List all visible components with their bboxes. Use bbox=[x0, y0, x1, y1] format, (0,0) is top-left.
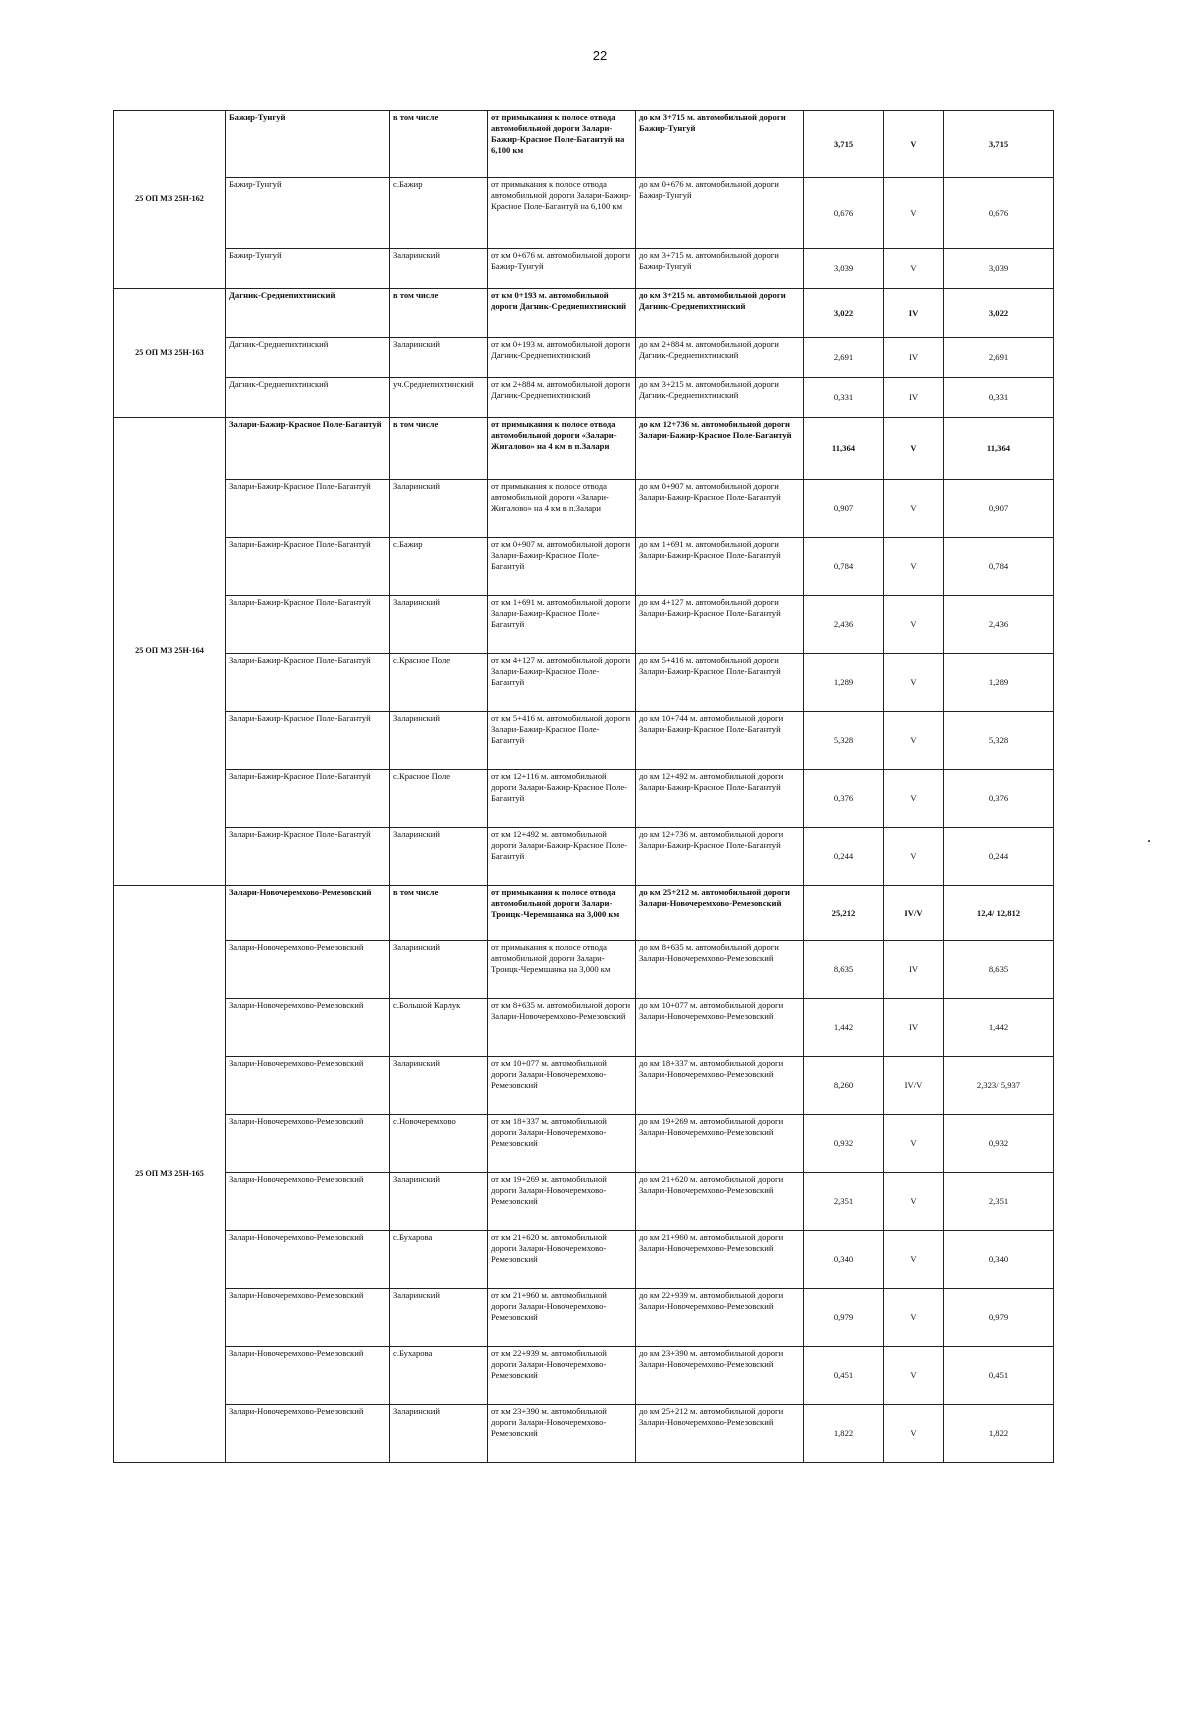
length-cell: 1,289 bbox=[804, 654, 884, 712]
to-point-cell: до км 25+212 м. автомобильной дороги Залари-Новочеремхово-Ремезовский bbox=[636, 886, 804, 941]
length-cell: 0,451 bbox=[804, 1347, 884, 1405]
surface-length-cell: 2,323/ 5,937 bbox=[944, 1057, 1054, 1115]
surface-length-cell: 0,244 bbox=[944, 828, 1054, 886]
road-segment-row bbox=[114, 1173, 1054, 1231]
category-cell: V bbox=[884, 828, 944, 886]
road-segment-row bbox=[114, 1289, 1054, 1347]
length-cell: 0,244 bbox=[804, 828, 884, 886]
area-cell: Заларинский bbox=[390, 1405, 488, 1463]
length-cell: 0,331 bbox=[804, 378, 884, 418]
road-segment-row bbox=[114, 654, 1054, 712]
to-point-cell: до км 10+077 м. автомобильной дороги Залари-Новочеремхово-Ремезовский bbox=[636, 999, 804, 1057]
length-cell: 0,979 bbox=[804, 1289, 884, 1347]
road-name-cell: Залари-Новочеремхово-Ремезовский bbox=[226, 1289, 390, 1347]
area-cell: в том числе bbox=[390, 886, 488, 941]
area-cell: Заларинский bbox=[390, 249, 488, 289]
length-cell: 0,784 bbox=[804, 538, 884, 596]
surface-length-cell: 5,328 bbox=[944, 712, 1054, 770]
length-cell: 5,328 bbox=[804, 712, 884, 770]
surface-length-cell: 0,932 bbox=[944, 1115, 1054, 1173]
road-name-cell: Залари-Новочеремхово-Ремезовский bbox=[226, 999, 390, 1057]
surface-length-cell: 0,340 bbox=[944, 1231, 1054, 1289]
road-name-cell: Залари-Бажир-Красное Поле-Багантуй bbox=[226, 828, 390, 886]
surface-length-cell: 1,822 bbox=[944, 1405, 1054, 1463]
road-id-cell: 25 ОП МЗ 25Н-162 bbox=[114, 111, 226, 289]
road-segment-row bbox=[114, 538, 1054, 596]
road-name-cell: Дагник-Среднепихтинский bbox=[226, 378, 390, 418]
road-segment-row bbox=[114, 999, 1054, 1057]
road-total-row bbox=[114, 289, 1054, 338]
category-cell: V bbox=[884, 770, 944, 828]
road-segment-row bbox=[114, 338, 1054, 378]
page-number: 22 bbox=[592, 48, 608, 63]
from-point-cell: от км 1+691 м. автомобильной дороги Залари-Бажир-Красное Поле-Багантуй bbox=[488, 596, 636, 654]
to-point-cell: до км 0+907 м. автомобильной дороги Залари-Бажир-Красное Поле-Багантуй bbox=[636, 480, 804, 538]
category-cell: V bbox=[884, 654, 944, 712]
road-segment-row bbox=[114, 1231, 1054, 1289]
road-segment-row bbox=[114, 770, 1054, 828]
length-cell: 25,212 bbox=[804, 886, 884, 941]
from-point-cell: от км 23+390 м. автомобильной дороги Залари-Новочеремхово-Ремезовский bbox=[488, 1405, 636, 1463]
area-cell: Заларинский bbox=[390, 596, 488, 654]
road-segment-row bbox=[114, 1405, 1054, 1463]
to-point-cell: до км 4+127 м. автомобильной дороги Залари-Бажир-Красное Поле-Багантуй bbox=[636, 596, 804, 654]
category-cell: IV bbox=[884, 378, 944, 418]
to-point-cell: до км 12+492 м. автомобильной дороги Залари-Бажир-Красное Поле-Багантуй bbox=[636, 770, 804, 828]
category-cell: V bbox=[884, 1173, 944, 1231]
category-cell: IV bbox=[884, 999, 944, 1057]
length-cell: 0,676 bbox=[804, 178, 884, 249]
to-point-cell: до км 5+416 м. автомобильной дороги Залари-Бажир-Красное Поле-Багантуй bbox=[636, 654, 804, 712]
category-cell: IV/V bbox=[884, 1057, 944, 1115]
area-cell: с.Новочеремхово bbox=[390, 1115, 488, 1173]
category-cell: V bbox=[884, 178, 944, 249]
road-name-cell: Залари-Бажир-Красное Поле-Багантуй bbox=[226, 480, 390, 538]
road-name-cell: Бажир-Тунгуй bbox=[226, 178, 390, 249]
to-point-cell: до км 1+691 м. автомобильной дороги Залари-Бажир-Красное Поле-Багантуй bbox=[636, 538, 804, 596]
surface-length-cell: 3,039 bbox=[944, 249, 1054, 289]
from-point-cell: от км 19+269 м. автомобильной дороги Залари-Новочеремхово-Ремезовский bbox=[488, 1173, 636, 1231]
surface-length-cell: 0,979 bbox=[944, 1289, 1054, 1347]
road-id-cell: 25 ОП МЗ 25Н-163 bbox=[114, 289, 226, 418]
length-cell: 3,715 bbox=[804, 111, 884, 178]
road-name-cell: Дагник-Среднепихтинский bbox=[226, 289, 390, 338]
roads-table bbox=[113, 110, 1054, 1463]
road-name-cell: Залари-Новочеремхово-Ремезовский bbox=[226, 1231, 390, 1289]
roads-table-body bbox=[114, 111, 1054, 1463]
road-total-row bbox=[114, 418, 1054, 480]
length-cell: 2,436 bbox=[804, 596, 884, 654]
area-cell: с.Большой Карлук bbox=[390, 999, 488, 1057]
surface-length-cell: 0,784 bbox=[944, 538, 1054, 596]
road-segment-row bbox=[114, 596, 1054, 654]
area-cell: с.Красное Поле bbox=[390, 770, 488, 828]
length-cell: 2,691 bbox=[804, 338, 884, 378]
to-point-cell: до км 10+744 м. автомобильной дороги Залари-Бажир-Красное Поле-Багантуй bbox=[636, 712, 804, 770]
category-cell: V bbox=[884, 480, 944, 538]
to-point-cell: до км 12+736 м. автомобильной дороги Залари-Бажир-Красное Поле-Багантуй bbox=[636, 828, 804, 886]
category-cell: IV bbox=[884, 941, 944, 999]
road-segment-row bbox=[114, 1057, 1054, 1115]
from-point-cell: от км 0+193 м. автомобильной дороги Дагник-Среднепихтинский bbox=[488, 289, 636, 338]
area-cell: Заларинский bbox=[390, 1289, 488, 1347]
surface-length-cell: 11,364 bbox=[944, 418, 1054, 480]
road-id-cell: 25 ОП МЗ 25Н-165 bbox=[114, 886, 226, 1463]
category-cell: IV/V bbox=[884, 886, 944, 941]
category-cell: V bbox=[884, 1289, 944, 1347]
road-total-row bbox=[114, 111, 1054, 178]
area-cell: в том числе bbox=[390, 289, 488, 338]
to-point-cell: до км 3+215 м. автомобильной дороги Дагник-Среднепихтинский bbox=[636, 378, 804, 418]
to-point-cell: до км 12+736 м. автомобильной дороги Залари-Бажир-Красное Поле-Багантуй bbox=[636, 418, 804, 480]
road-total-row bbox=[114, 886, 1054, 941]
to-point-cell: до км 18+337 м. автомобильной дороги Залари-Новочеремхово-Ремезовский bbox=[636, 1057, 804, 1115]
road-name-cell: Дагник-Среднепихтинский bbox=[226, 338, 390, 378]
category-cell: V bbox=[884, 1115, 944, 1173]
from-point-cell: от примыкания к полосе отвода автомобильной дороги Залари-Троицк-Черемшанка на 3,000 км bbox=[488, 886, 636, 941]
road-name-cell: Бажир-Тунгуй bbox=[226, 111, 390, 178]
category-cell: V bbox=[884, 418, 944, 480]
length-cell: 8,260 bbox=[804, 1057, 884, 1115]
surface-length-cell: 2,691 bbox=[944, 338, 1054, 378]
from-point-cell: от км 0+193 м. автомобильной дороги Дагник-Среднепихтинский bbox=[488, 338, 636, 378]
road-segment-row bbox=[114, 378, 1054, 418]
surface-length-cell: 0,451 bbox=[944, 1347, 1054, 1405]
road-name-cell: Залари-Новочеремхово-Ремезовский bbox=[226, 1115, 390, 1173]
length-cell: 1,822 bbox=[804, 1405, 884, 1463]
length-cell: 0,907 bbox=[804, 480, 884, 538]
road-segment-row bbox=[114, 828, 1054, 886]
surface-length-cell: 0,676 bbox=[944, 178, 1054, 249]
category-cell: IV bbox=[884, 338, 944, 378]
from-point-cell: от км 12+492 м. автомобильной дороги Залари-Бажир-Красное Поле-Багантуй bbox=[488, 828, 636, 886]
to-point-cell: до км 21+960 м. автомобильной дороги Залари-Новочеремхово-Ремезовский bbox=[636, 1231, 804, 1289]
area-cell: уч.Среднепихтинский bbox=[390, 378, 488, 418]
to-point-cell: до км 3+715 м. автомобильной дороги Бажир-Тунгуй bbox=[636, 249, 804, 289]
from-point-cell: от примыкания к полосе отвода автомобильной дороги Залари-Троицк-Черемшанка на 3,000 км bbox=[488, 941, 636, 999]
surface-length-cell: 12,4/ 12,812 bbox=[944, 886, 1054, 941]
to-point-cell: до км 23+390 м. автомобильной дороги Залари-Новочеремхово-Ремезовский bbox=[636, 1347, 804, 1405]
area-cell: Заларинский bbox=[390, 941, 488, 999]
road-segment-row bbox=[114, 712, 1054, 770]
length-cell: 2,351 bbox=[804, 1173, 884, 1231]
area-cell: Заларинский bbox=[390, 828, 488, 886]
to-point-cell: до км 8+635 м. автомобильной дороги Залари-Новочеремхово-Ремезовский bbox=[636, 941, 804, 999]
area-cell: Заларинский bbox=[390, 1057, 488, 1115]
category-cell: V bbox=[884, 538, 944, 596]
road-segment-row bbox=[114, 178, 1054, 249]
from-point-cell: от км 12+116 м. автомобильной дороги Залари-Бажир-Красное Поле-Багантуй bbox=[488, 770, 636, 828]
surface-length-cell: 2,436 bbox=[944, 596, 1054, 654]
category-cell: V bbox=[884, 249, 944, 289]
surface-length-cell: 3,022 bbox=[944, 289, 1054, 338]
to-point-cell: до км 25+212 м. автомобильной дороги Залари-Новочеремхово-Ремезовский bbox=[636, 1405, 804, 1463]
area-cell: Заларинский bbox=[390, 338, 488, 378]
length-cell: 0,932 bbox=[804, 1115, 884, 1173]
from-point-cell: от км 0+907 м. автомобильной дороги Залари-Бажир-Красное Поле-Багантуй bbox=[488, 538, 636, 596]
from-point-cell: от км 21+620 м. автомобильной дороги Залари-Новочеремхово-Ремезовский bbox=[488, 1231, 636, 1289]
length-cell: 1,442 bbox=[804, 999, 884, 1057]
from-point-cell: от км 4+127 м. автомобильной дороги Залари-Бажир-Красное Поле-Багантуй bbox=[488, 654, 636, 712]
surface-length-cell: 3,715 bbox=[944, 111, 1054, 178]
surface-length-cell: 0,376 bbox=[944, 770, 1054, 828]
from-point-cell: от км 8+635 м. автомобильной дороги Залари-Новочеремхово-Ремезовский bbox=[488, 999, 636, 1057]
from-point-cell: от примыкания к полосе отвода автомобильной дороги «Залари-Жигалово» на 4 км в п.Залари bbox=[488, 418, 636, 480]
road-name-cell: Залари-Новочеремхово-Ремезовский bbox=[226, 1173, 390, 1231]
road-name-cell: Бажир-Тунгуй bbox=[226, 249, 390, 289]
road-name-cell: Залари-Бажир-Красное Поле-Багантуй bbox=[226, 712, 390, 770]
road-name-cell: Залари-Новочеремхово-Ремезовский bbox=[226, 886, 390, 941]
surface-length-cell: 0,907 bbox=[944, 480, 1054, 538]
category-cell: V bbox=[884, 111, 944, 178]
road-name-cell: Залари-Бажир-Красное Поле-Багантуй bbox=[226, 770, 390, 828]
road-name-cell: Залари-Новочеремхово-Ремезовский bbox=[226, 1347, 390, 1405]
scan-speck bbox=[1148, 840, 1150, 842]
area-cell: Заларинский bbox=[390, 1173, 488, 1231]
area-cell: в том числе bbox=[390, 418, 488, 480]
to-point-cell: до км 2+884 м. автомобильной дороги Дагник-Среднепихтинский bbox=[636, 338, 804, 378]
area-cell: с.Бухарова bbox=[390, 1347, 488, 1405]
length-cell: 0,376 bbox=[804, 770, 884, 828]
category-cell: V bbox=[884, 1347, 944, 1405]
road-segment-row bbox=[114, 1347, 1054, 1405]
from-point-cell: от примыкания к полосе отвода автомобильной дороги Залари-Бажир-Красное Поле-Багантуй на 6,100 км bbox=[488, 178, 636, 249]
road-name-cell: Залари-Новочеремхово-Ремезовский bbox=[226, 1405, 390, 1463]
area-cell: Заларинский bbox=[390, 480, 488, 538]
surface-length-cell: 0,331 bbox=[944, 378, 1054, 418]
length-cell: 3,022 bbox=[804, 289, 884, 338]
road-segment-row bbox=[114, 941, 1054, 999]
category-cell: V bbox=[884, 596, 944, 654]
to-point-cell: до км 22+939 м. автомобильной дороги Залари-Новочеремхово-Ремезовский bbox=[636, 1289, 804, 1347]
surface-length-cell: 1,442 bbox=[944, 999, 1054, 1057]
from-point-cell: от км 10+077 м. автомобильной дороги Залари-Новочеремхово-Ремезовский bbox=[488, 1057, 636, 1115]
surface-length-cell: 1,289 bbox=[944, 654, 1054, 712]
area-cell: Заларинский bbox=[390, 712, 488, 770]
road-segment-row bbox=[114, 1115, 1054, 1173]
from-point-cell: от км 21+960 м. автомобильной дороги Залари-Новочеремхово-Ремезовский bbox=[488, 1289, 636, 1347]
area-cell: с.Красное Поле bbox=[390, 654, 488, 712]
road-name-cell: Залари-Бажир-Красное Поле-Багантуй bbox=[226, 596, 390, 654]
to-point-cell: до км 0+676 м. автомобильной дороги Бажир-Тунгуй bbox=[636, 178, 804, 249]
length-cell: 0,340 bbox=[804, 1231, 884, 1289]
from-point-cell: от км 5+416 м. автомобильной дороги Залари-Бажир-Красное Поле-Багантуй bbox=[488, 712, 636, 770]
road-name-cell: Залари-Бажир-Красное Поле-Багантуй bbox=[226, 654, 390, 712]
area-cell: с.Бажир bbox=[390, 178, 488, 249]
length-cell: 8,635 bbox=[804, 941, 884, 999]
from-point-cell: от км 2+884 м. автомобильной дороги Дагник-Среднепихтинский bbox=[488, 378, 636, 418]
from-point-cell: от примыкания к полосе отвода автомобильной дороги «Залари-Жигалово» на 4 км в п.Залари bbox=[488, 480, 636, 538]
category-cell: V bbox=[884, 1405, 944, 1463]
length-cell: 11,364 bbox=[804, 418, 884, 480]
road-segment-row bbox=[114, 480, 1054, 538]
surface-length-cell: 2,351 bbox=[944, 1173, 1054, 1231]
road-segment-row bbox=[114, 249, 1054, 289]
to-point-cell: до км 3+715 м. автомобильной дороги Бажир-Тунгуй bbox=[636, 111, 804, 178]
category-cell: V bbox=[884, 1231, 944, 1289]
area-cell: в том числе bbox=[390, 111, 488, 178]
road-id-cell: 25 ОП МЗ 25Н-164 bbox=[114, 418, 226, 886]
road-name-cell: Залари-Новочеремхово-Ремезовский bbox=[226, 1057, 390, 1115]
category-cell: V bbox=[884, 712, 944, 770]
area-cell: с.Бажир bbox=[390, 538, 488, 596]
to-point-cell: до км 3+215 м. автомобильной дороги Дагник-Среднепихтинский bbox=[636, 289, 804, 338]
length-cell: 3,039 bbox=[804, 249, 884, 289]
to-point-cell: до км 19+269 м. автомобильной дороги Залари-Новочеремхово-Ремезовский bbox=[636, 1115, 804, 1173]
road-name-cell: Залари-Новочеремхово-Ремезовский bbox=[226, 941, 390, 999]
from-point-cell: от км 18+337 м. автомобильной дороги Залари-Новочеремхово-Ремезовский bbox=[488, 1115, 636, 1173]
from-point-cell: от км 0+676 м. автомобильной дороги Бажир-Тунгуй bbox=[488, 249, 636, 289]
road-name-cell: Залари-Бажир-Красное Поле-Багантуй bbox=[226, 418, 390, 480]
surface-length-cell: 8,635 bbox=[944, 941, 1054, 999]
category-cell: IV bbox=[884, 289, 944, 338]
road-name-cell: Залари-Бажир-Красное Поле-Багантуй bbox=[226, 538, 390, 596]
area-cell: с.Бухарова bbox=[390, 1231, 488, 1289]
from-point-cell: от примыкания к полосе отвода автомобильной дороги Залари-Бажир-Красное Поле-Багантуй на 6,100 км bbox=[488, 111, 636, 178]
from-point-cell: от км 22+939 м. автомобильной дороги Залари-Новочеремхово-Ремезовский bbox=[488, 1347, 636, 1405]
to-point-cell: до км 21+620 м. автомобильной дороги Залари-Новочеремхово-Ремезовский bbox=[636, 1173, 804, 1231]
